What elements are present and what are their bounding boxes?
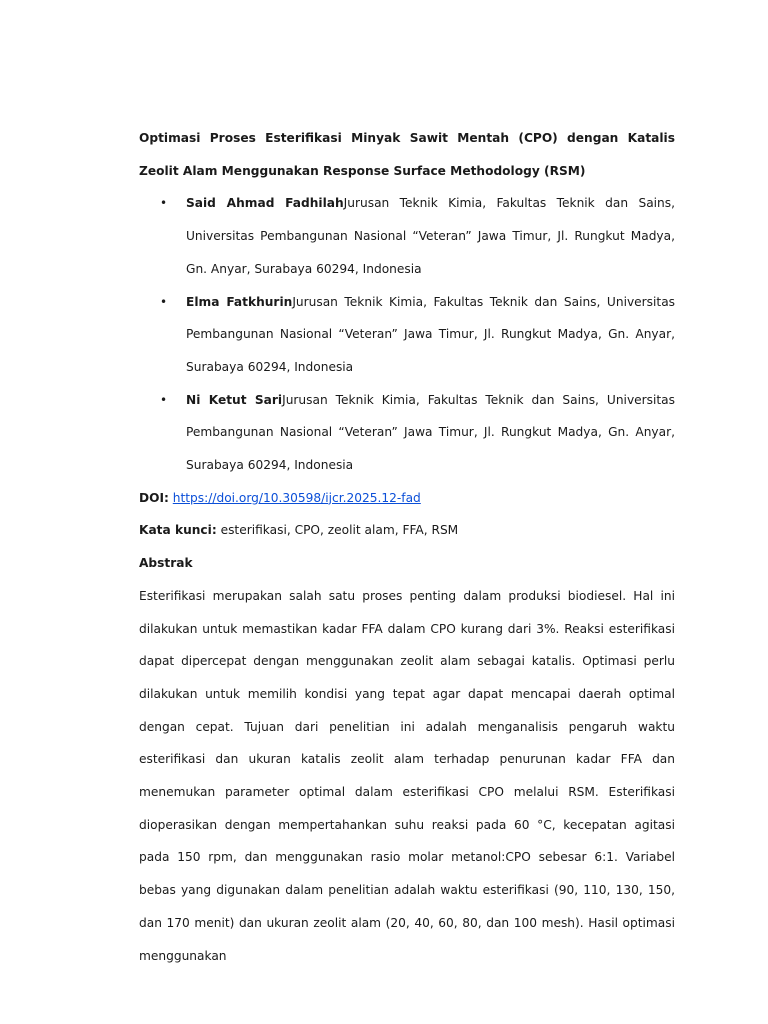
document-page <box>139 122 675 972</box>
author-affiliation: Jurusan Teknik Kimia, Fakultas Teknik dan Sains, Universitas Pembangunan Nasional “Veteran” Jawa Timur, Jl. Rungkut Madya, Gn. Anyar, Surabaya 60294, Indonesia <box>186 196 675 276</box>
author-name: Elma Fatkhurin <box>186 294 293 309</box>
author-item <box>139 286 675 384</box>
bullet-icon: • <box>160 294 168 309</box>
keywords-line <box>139 514 675 547</box>
abstract-body: Esterifikasi merupakan salah satu proses penting dalam produksi biodiesel. Hal ini dilakukan untuk memastikan kadar FFA dalam CPO kurang dari 3%. Reaksi esterifikasi dapat dipercepat dengan menggunakan zeolit alam sebagai katalis. Optimasi perlu dilakukan untuk memilih kondisi yang tepat agar dapat mencapai daerah optimal dengan cepat. Tujuan dari penelitian ini adalah menganalisis pengaruh waktu esterifikasi dan ukuran katalis zeolit alam terhadap penurunan kadar FFA dan menemukan parameter optimal dalam esterifikasi CPO melalui RSM. Esterifikasi dioperasikan dengan mempertahankan suhu reaksi pada 60 °C, kecepatan agitasi pada 150 rpm, dan menggunakan rasio molar metanol:CPO sebesar 6:1. Variabel bebas yang digunakan dalam penelitian adalah waktu esterifikasi (90, 110, 130, 150, dan 170 menit) dan ukuran zeolit alam (20, 40, 60, 80, dan 100 mesh). Hasil optimasi menggunakan <box>139 588 675 963</box>
author-name: Said Ahmad Fadhilah <box>186 196 344 211</box>
author-name: Ni Ketut Sari <box>186 392 283 407</box>
bullet-icon: • <box>160 196 168 211</box>
bullet-icon: • <box>160 392 168 407</box>
author-list <box>139 187 675 481</box>
author-affiliation: Jurusan Teknik Kimia, Fakultas Teknik dan Sains, Universitas Pembangunan Nasional “Veteran” Jawa Timur, Jl. Rungkut Madya, Gn. Anyar, Surabaya 60294, Indonesia <box>186 392 675 473</box>
author-affiliation: Jurusan Teknik Kimia, Fakultas Teknik dan Sains, Universitas Pembangunan Nasional “Veteran” Jawa Timur, Jl. Rungkut Madya, Gn. Anyar, Surabaya 60294, Indonesia <box>186 294 676 374</box>
doi-line <box>139 482 675 515</box>
abstract-heading: Abstrak <box>139 556 193 571</box>
document-title: Optimasi Proses Esterifikasi Minyak Sawit Mentah (CPO) dengan Katalis Zeolit Alam Menggunakan Response Surface Methodology (RSM) <box>139 131 675 178</box>
keywords-value: esterifikasi, CPO, zeolit alam, FFA, RSM <box>220 523 459 538</box>
doi-label: DOI: <box>139 490 169 505</box>
keywords-label: Kata kunci: <box>139 523 217 538</box>
doi-link[interactable]: https://doi.org/10.30598/ijcr.2025.12-fad <box>172 490 421 505</box>
author-item <box>139 187 675 285</box>
author-item <box>139 384 675 482</box>
